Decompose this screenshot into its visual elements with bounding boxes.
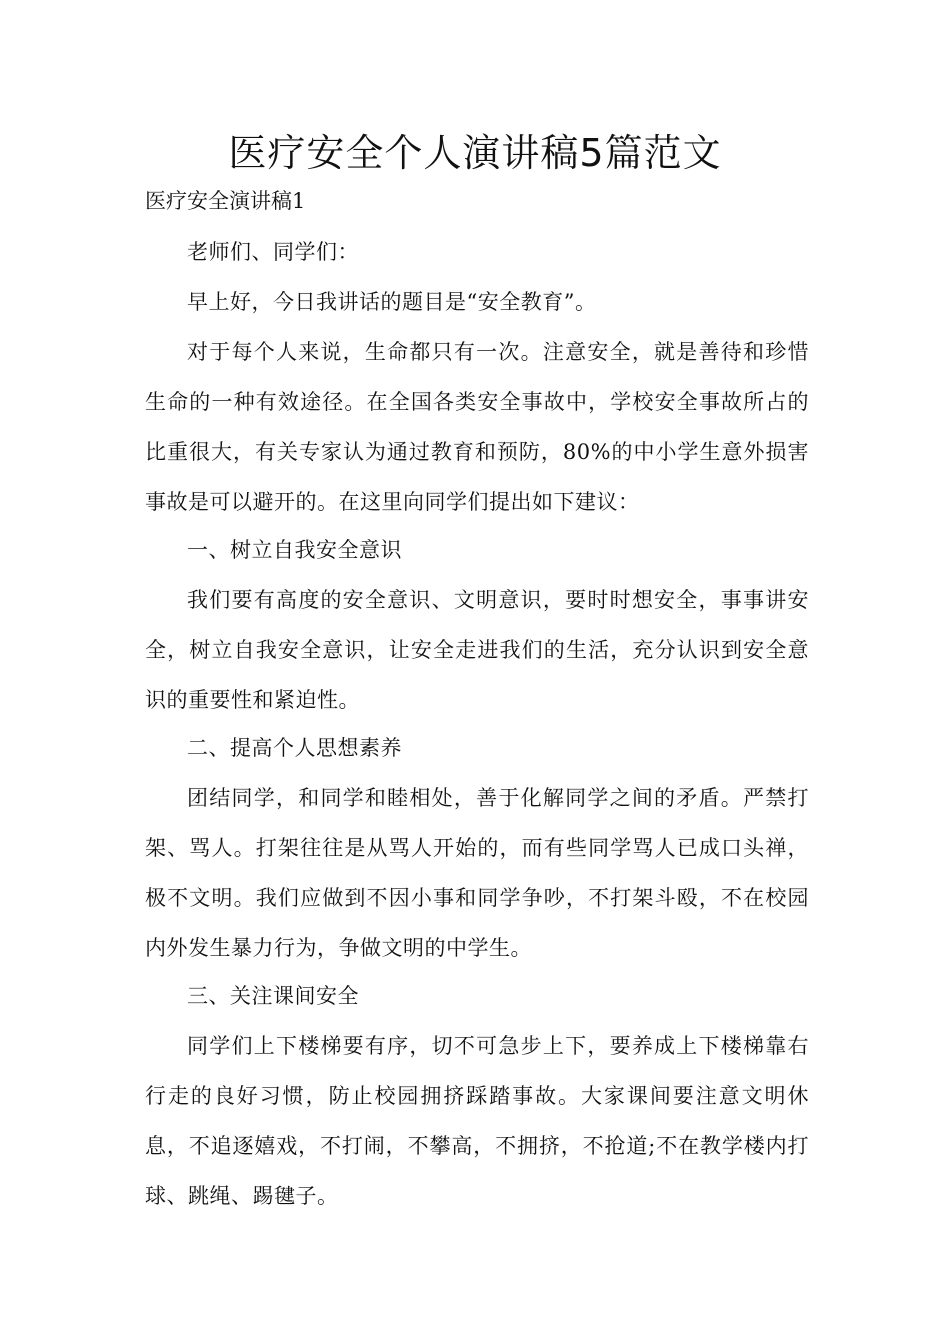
body-paragraph-4: 同学们上下楼梯要有序，切不可急步上下，要养成上下楼梯靠右行走的良好习惯，防止校园拥挤踩踏事故。大家课间要注意文明休息，不追逐嬉戏，不打闹，不攀高，不拥挤，不抢道;不在教学楼内打球、跳绳、踢毽子。 [145, 1034, 809, 1208]
body-paragraph-3: 团结同学，和同学和睦相处，善于化解同学之间的矛盾。严禁打架、骂人。打架往往是从骂人开始的，而有些同学骂人已成口头禅，极不文明。我们应做到不因小事和同学争吵，不打架斗殴，不在校园内外发生暴力行为，争做文明的中学生。 [145, 786, 809, 960]
section-heading-2: 二、提高个人思想素养 [187, 736, 402, 760]
body-paragraph-1: 对于每个人来说，生命都只有一次。注意安全，就是善待和珍惜生命的一种有效途径。在全国各类安全事故中，学校安全事故所占的比重很大，有关专家认为通过教育和预防，80%的中小学生意外损害事故是可以避开的。在这里向同学们提出如下建议： [145, 340, 809, 514]
document-title: 医疗安全个人演讲稿5篇范文 [228, 131, 722, 175]
body-paragraph-2: 我们要有高度的安全意识、文明意识，要时时想安全，事事讲安全，树立自我安全意识，让安全走进我们的生活，充分认识到安全意识的重要性和紧迫性。 [145, 588, 809, 712]
section-heading-3: 三、关注课间安全 [187, 984, 359, 1008]
section-heading-1: 一、树立自我安全意识 [187, 538, 402, 562]
greeting-line: 老师们、同学们： [187, 240, 359, 264]
opening-line: 早上好，今日我讲话的题目是“安全教育”。 [187, 290, 597, 314]
document-subtitle: 医疗安全演讲稿1 [145, 189, 306, 213]
